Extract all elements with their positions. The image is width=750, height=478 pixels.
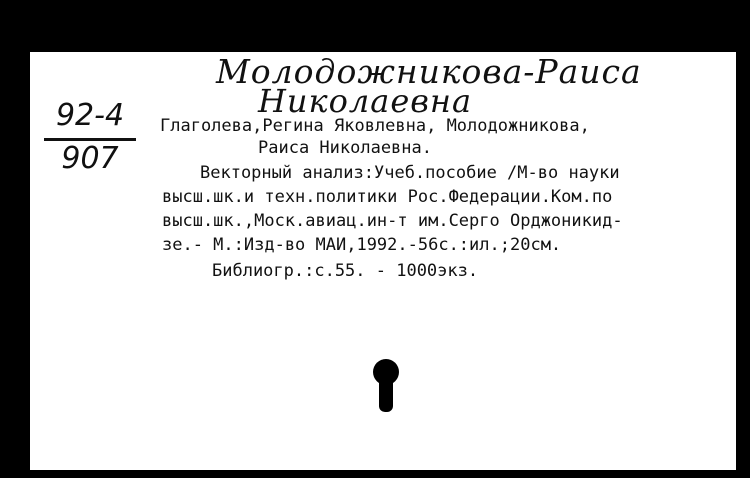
shelfmark xyxy=(44,100,136,175)
shelfmark-top: 92-4 xyxy=(55,98,125,133)
entry-bibliography: Библиогр.:с.55. - 1000экз. xyxy=(212,261,479,281)
shelfmark-bottom: 907 xyxy=(61,141,119,176)
entry-authors-cont: Раиса Николаевна. xyxy=(258,138,432,158)
punch-hole-icon xyxy=(372,358,400,416)
handwritten-author-line2: Николаевна xyxy=(258,82,473,120)
entry-publisher-1: высш.шк.и техн.политики Рос.Федерации.Ком.по xyxy=(162,187,613,207)
entry-imprint: зе.- М.:Изд-во МАИ,1992.-56с.:ил.;20см. xyxy=(162,235,562,255)
entry-authors: Глаголева,Регина Яковлевна, Молодожникова, xyxy=(160,116,590,136)
entry-publisher-2: высш.шк.,Моск.авиац.ин-т им.Серго Орджоникид- xyxy=(162,211,623,231)
handwritten-author-line1: Молодожникова-Раиса xyxy=(216,52,642,91)
entry-title: Векторный анализ:Учеб.пособие /М-во науки xyxy=(200,163,620,183)
catalog-card xyxy=(30,52,736,470)
